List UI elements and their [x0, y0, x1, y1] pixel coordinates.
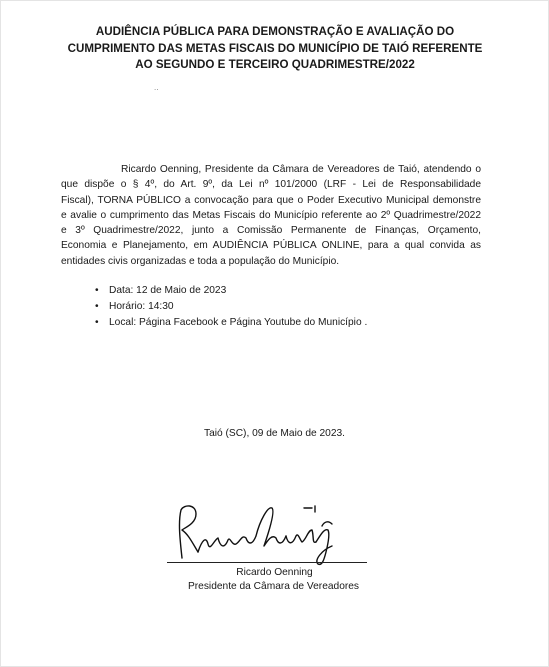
title-line: AO SEGUNDO E TERCEIRO QUADRIMESTRE/2022 — [135, 58, 415, 71]
detail-time — [95, 299, 367, 315]
paragraph-line: e avalie o cumprimento das Metas Fiscais do Município referente ao 2º Quadrimestre/2022 — [61, 209, 481, 221]
event-details-list — [95, 283, 367, 332]
title-line: AUDIÊNCIA PÚBLICA PARA DEMONSTRAÇÃO E AVALIAÇÃO DO — [95, 25, 455, 38]
paragraph-line: entidades civis organizadas e toda a população do Município. — [61, 255, 340, 267]
place-date-text: Taió (SC), 09 de Maio de 2023. — [203, 428, 345, 439]
document-title — [40, 24, 510, 74]
paragraph-line: que dispõe o § 4º, do Art. 9º, da Lei nº 101/2000 (LRF - Lei de Responsabilidade — [61, 179, 481, 191]
paragraph-line: Fiscal), TORNA PÚBLICO a convocação para que o Poder Executivo Municipal demonstre — [61, 194, 481, 206]
paragraph-line: e 3º Quadrimestre/2022, junto a Comissão Permanente de Finanças, Orçamento, — [61, 225, 481, 237]
detail-date — [95, 283, 367, 299]
paragraph-line: Economia e Planejamento, em AUDIÊNCIA PÚBLICA ONLINE, para a qual convida as — [61, 240, 481, 252]
signer-name-text: Ricardo Oenning — [236, 567, 313, 578]
detail-text: Local: Página Facebook e Página Youtube do Município . — [109, 317, 368, 329]
detail-location — [95, 315, 367, 331]
convocation-paragraph — [61, 162, 481, 269]
detail-text: Data: 12 de Maio de 2023 — [109, 285, 227, 296]
signature-line — [167, 562, 367, 563]
paragraph-line: Ricardo Oenning, Presidente da Câmara de Vereadores de Taió, atendendo o — [121, 164, 481, 175]
scan-speck: .. — [154, 83, 159, 92]
signer-role-text: Presidente da Câmara de Vereadores — [187, 581, 360, 592]
handwritten-signature — [172, 500, 350, 570]
bullet-icon: • — [95, 317, 99, 329]
title-line: CUMPRIMENTO DAS METAS FISCAIS DO MUNICÍPIO DE TAIÓ REFERENTE — [67, 41, 483, 55]
bullet-icon: • — [95, 285, 99, 296]
bullet-icon: • — [95, 301, 99, 313]
detail-text: Horário: 14:30 — [109, 301, 174, 313]
signer-name — [0, 566, 549, 580]
signer-role — [0, 580, 549, 594]
place-and-date — [0, 428, 549, 439]
